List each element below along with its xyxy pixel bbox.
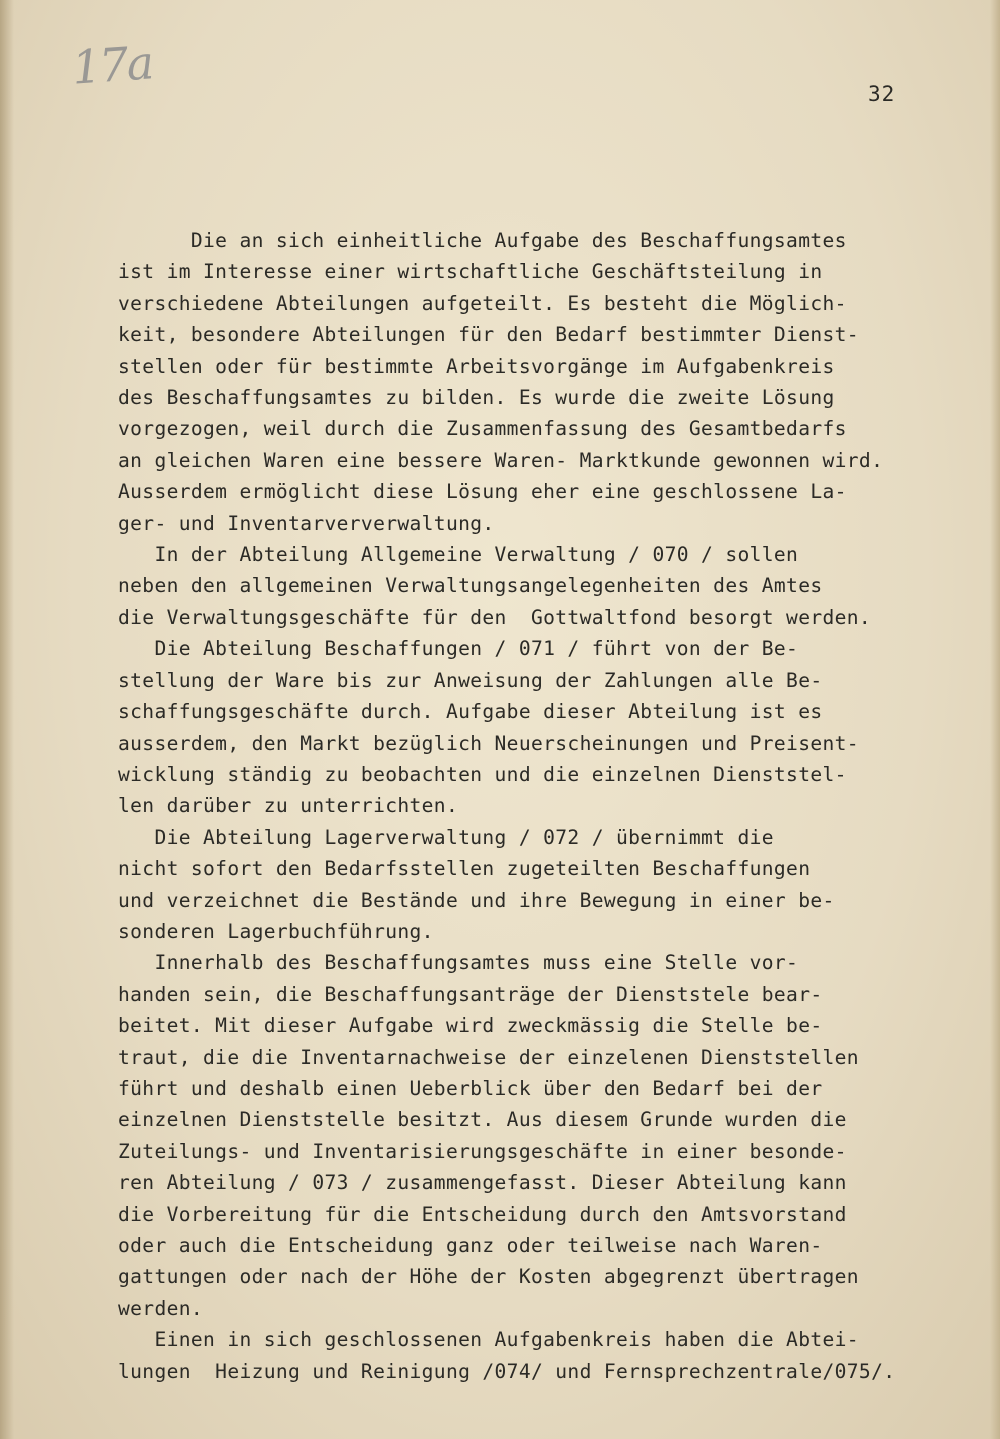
text-line: Die Abteilung Lagerverwaltung / 072 / übernimmt die — [118, 825, 774, 849]
text-line: und verzeichnet die Bestände und ihre Bewegung in einer be- — [118, 888, 835, 912]
paragraph — [118, 539, 978, 633]
text-line: werden. — [118, 1296, 204, 1320]
text-line: neben den allgemeinen Verwaltungsangelegenheiten des Amtes — [118, 574, 823, 598]
text-line: In der Abteilung Allgemeine Verwaltung / 070 / sollen — [118, 543, 799, 567]
text-line: Einen in sich geschlossenen Aufgabenkreis haben die Abtei- — [118, 1328, 859, 1352]
text-line: oder auch die Entscheidung ganz oder teilweise nach Waren- — [118, 1234, 823, 1257]
text-line: ausserdem, den Markt bezüglich Neuerscheinungen und Preisent- — [118, 731, 859, 755]
text-line: ren Abteilung / 073 / zusammengefasst. Dieser Abteilung kann — [118, 1171, 847, 1195]
text-line: einzelnen Dienststelle besitzt. Aus diesem Grunde wurden die — [118, 1108, 847, 1132]
text-line: des Beschaffungsamtes zu bilden. Es wurde die zweite Lösung — [118, 386, 835, 410]
text-line: führt und deshalb einen Ueberblick über den Bedarf bei der — [118, 1076, 823, 1100]
page-number: 32 — [868, 82, 896, 106]
text-line: stellen oder für bestimmte Arbeitsvorgänge im Aufgabenkreis — [118, 354, 835, 378]
text-line: handen sein, die Beschaffungsanträge der Dienststele bear- — [118, 982, 823, 1006]
archive-mark: 17a — [70, 35, 154, 95]
text-line: len darüber zu unterrichten. — [118, 794, 459, 818]
paragraph — [118, 822, 978, 948]
text-line: schaffungsgeschäfte durch. Aufgabe dieser Abteilung ist es — [118, 700, 823, 724]
paragraph — [118, 1324, 978, 1387]
text-line: beitet. Mit dieser Aufgabe wird zweckmässig die Stelle be- — [118, 1014, 823, 1038]
text-line: lungen Heizung und Reinigung /074/ und Fernsprechzentrale/075/. — [118, 1359, 896, 1383]
text-line: ger- und Inventarververwaltung. — [118, 511, 495, 535]
text-line: die Verwaltungsgeschäfte für den Gottwaltfond besorgt werden. — [118, 605, 872, 629]
text-line: Ausserdem ermöglicht diese Lösung eher eine geschlossene La- — [118, 480, 847, 504]
text-line: Die an sich einheitliche Aufgabe des Beschaffungsamtes — [118, 229, 847, 252]
text-line: die Vorbereitung für die Entscheidung durch den Amtsvorstand — [118, 1202, 847, 1226]
text-line: sonderen Lagerbuchführung. — [118, 919, 434, 943]
text-line: wicklung ständig zu beobachten und die einzelnen Dienststel- — [118, 762, 847, 786]
paragraph — [118, 947, 978, 1324]
text-line: nicht sofort den Bedarfsstellen zugeteilten Beschaffungen — [118, 857, 811, 881]
text-line: Innerhalb des Beschaffungsamtes muss eine Stelle vor- — [118, 951, 799, 975]
text-line: gattungen oder nach der Höhe der Kosten abgegrenzt übertragen — [118, 1265, 859, 1289]
text-line: Die Abteilung Beschaffungen / 071 / führt von der Be- — [118, 637, 799, 661]
text-line: vorgezogen, weil durch die Zusammenfassung des Gesamtbedarfs — [118, 417, 847, 441]
body-text — [118, 225, 978, 1387]
text-line: an gleichen Waren eine bessere Waren- Marktkunde gewonnen wird. — [118, 448, 884, 472]
paragraph — [118, 633, 978, 821]
text-line: Zuteilungs- und Inventarisierungsgeschäfte in einer besonde- — [118, 1139, 847, 1163]
text-line: traut, die die Inventarnachweise der einzelenen Dienststellen — [118, 1045, 859, 1069]
paragraph — [118, 225, 978, 539]
text-line: verschiedene Abteilungen aufgeteilt. Es besteht die Möglich- — [118, 291, 847, 315]
text-line: ist im Interesse einer wirtschaftliche Geschäftsteilung in — [118, 260, 823, 284]
text-line: stellung der Ware bis zur Anweisung der Zahlungen alle Be- — [118, 668, 823, 692]
text-line: keit, besondere Abteilungen für den Bedarf bestimmter Dienst- — [118, 323, 859, 347]
